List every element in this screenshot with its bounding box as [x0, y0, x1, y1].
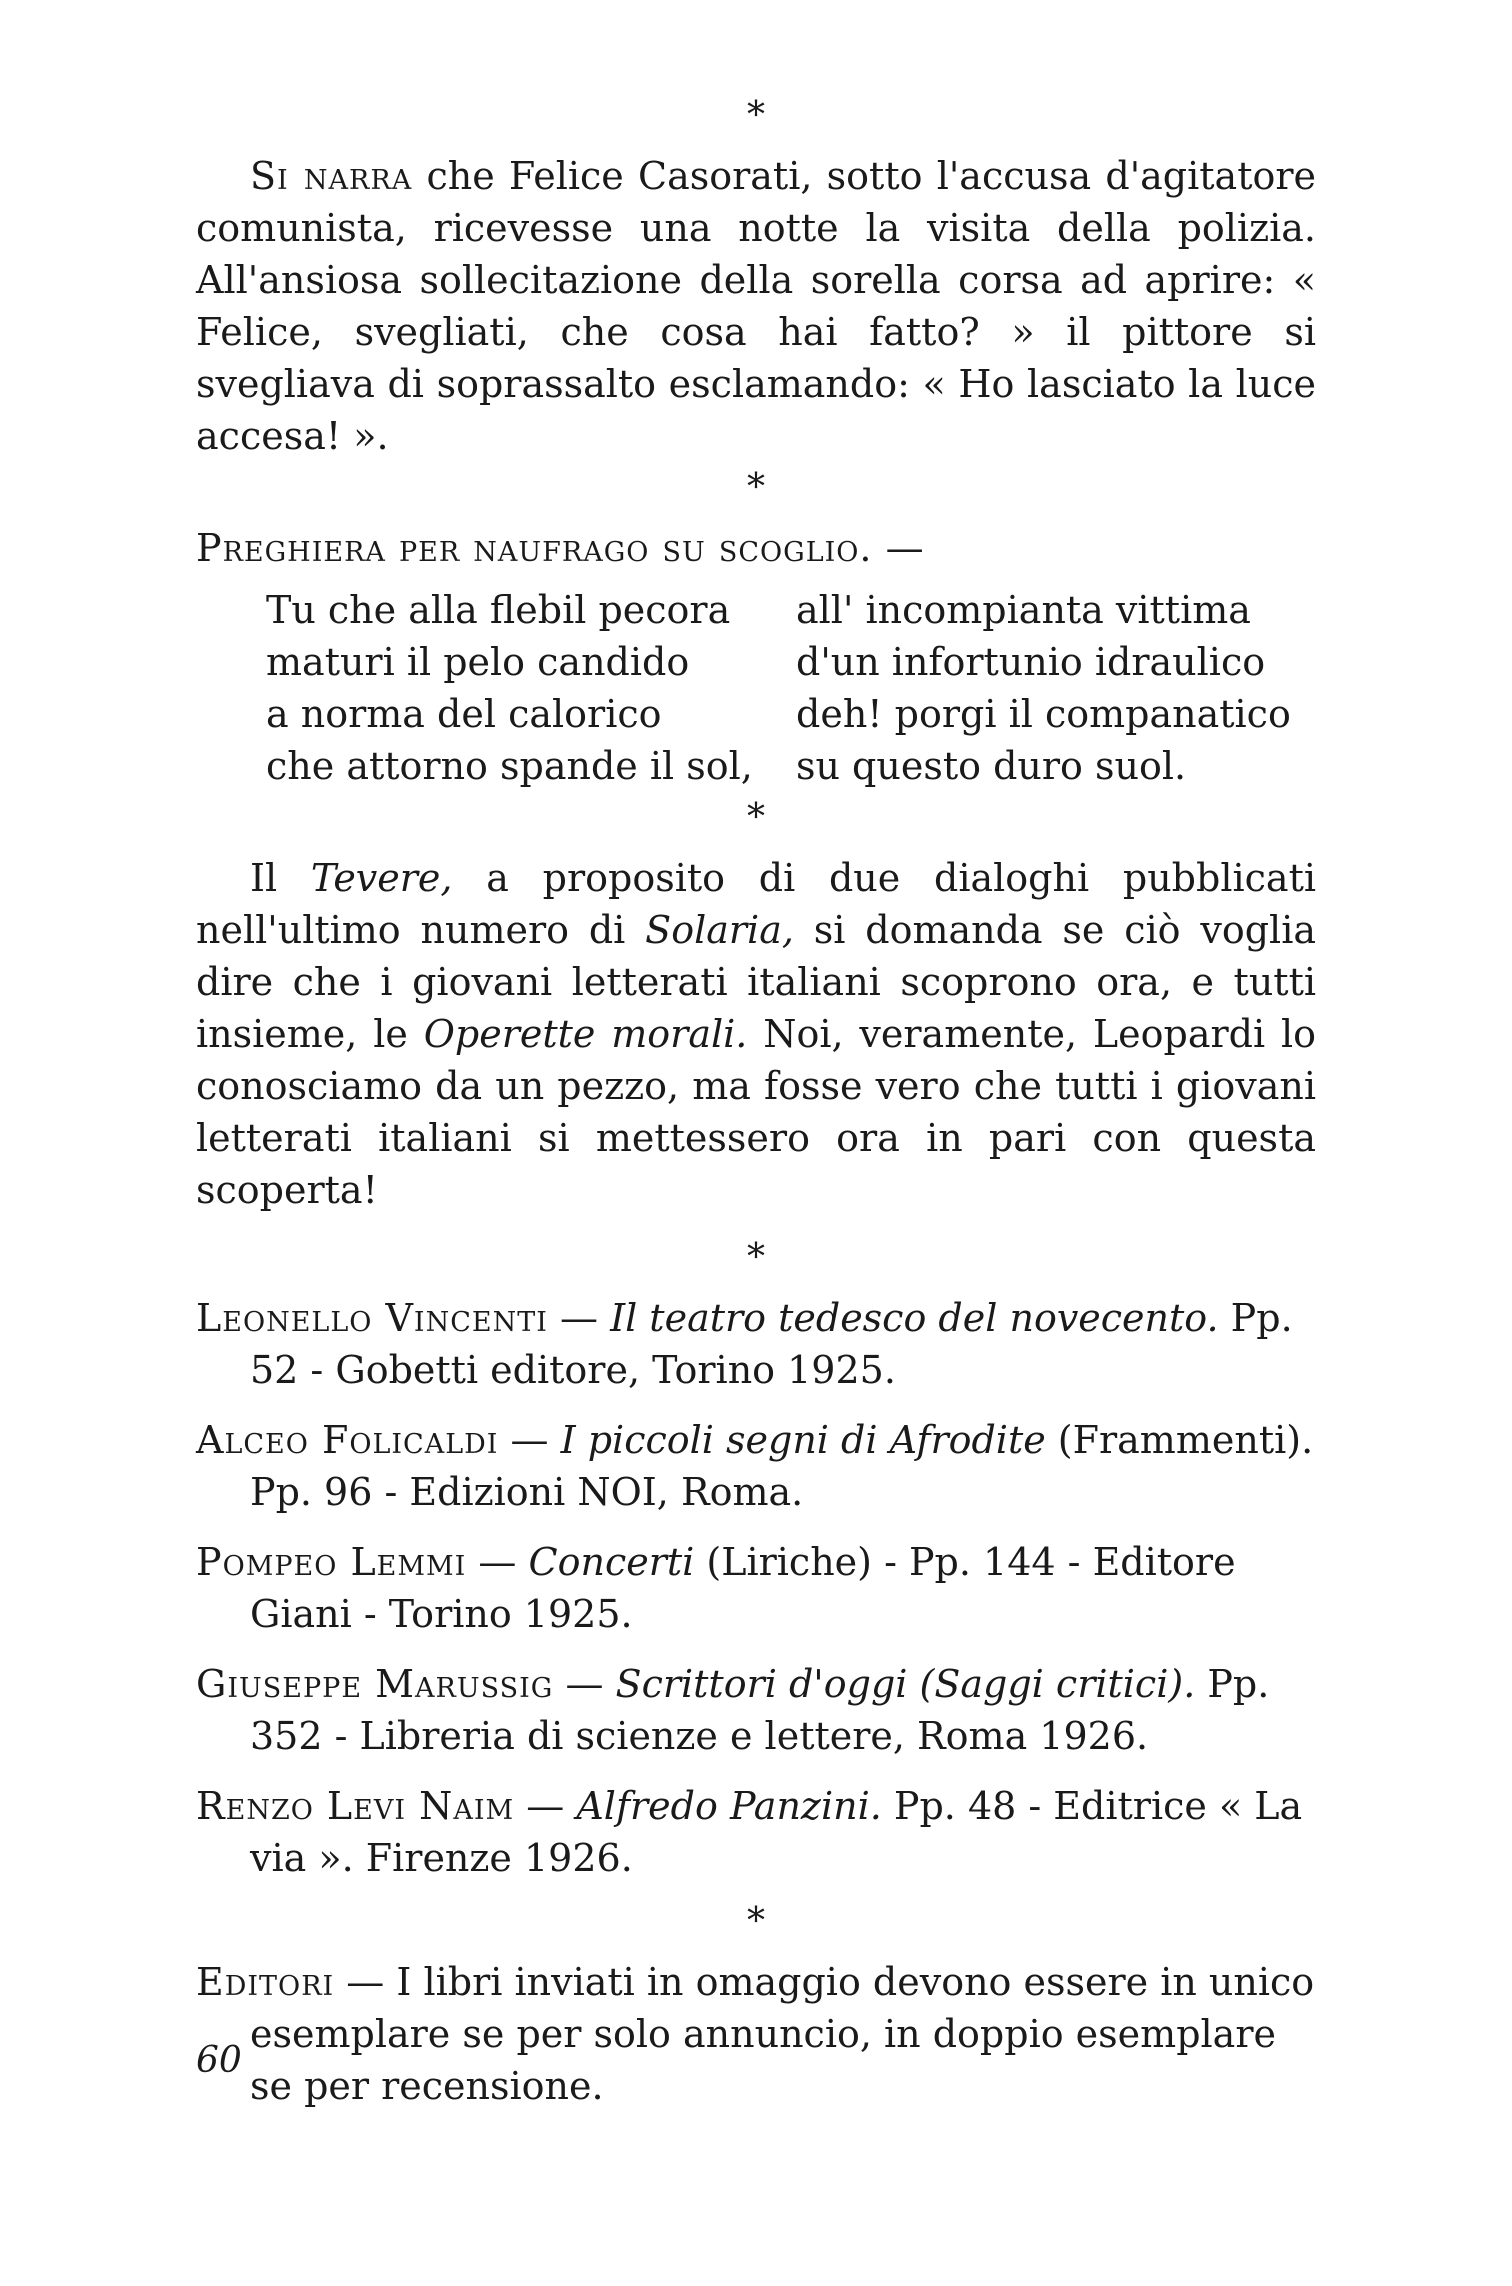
book-details: Pp. 352 - Libreria di scienze e lettere, Roma 1926. — [250, 1662, 1270, 1758]
book-title: Il teatro tedesco del novecento. — [610, 1296, 1219, 1340]
section-separator: * — [747, 797, 765, 838]
book-entry — [196, 1414, 1316, 1518]
poem-line: che attorno spande il sol, — [266, 744, 753, 788]
italic-run: Solaria, — [645, 908, 794, 952]
book-entry — [196, 1292, 1316, 1396]
book-title: Concerti — [528, 1540, 695, 1584]
poem-line: Tu che alla flebil pecora — [266, 588, 731, 632]
poem-line: deh! porgi il companatico — [796, 692, 1291, 736]
poem-line: su questo duro suol. — [796, 744, 1187, 788]
notice-text: — I libri inviati in omaggio devono essere in unico esemplare se per solo annuncio, in doppio esemplare se per recensione. — [250, 1960, 1315, 2108]
book-entry — [196, 1780, 1316, 1884]
italic-run: Operette morali. — [423, 1012, 748, 1056]
book-author: Renzo Levi Naim — [196, 1784, 515, 1828]
book-author: Alceo Folicaldi — [196, 1418, 499, 1462]
book-details: Pp. 48 - Editrice « La via ». Firenze 1926. — [250, 1784, 1303, 1880]
section-separator: * — [747, 1901, 765, 1942]
section-separator: * — [747, 1237, 765, 1278]
poem — [266, 584, 1316, 792]
text-run: Noi, veramente, Leopardi lo conosciamo da un pezzo, ma fosse vero che tutti i giovani letterati italiani si mettessero ora in pari con questa scoperta! — [196, 1012, 1316, 1212]
book-author: Leonello Vincenti — [196, 1296, 548, 1340]
separator: — — [514, 1784, 577, 1828]
book-details: Pp. 52 - Gobetti editore, Torino 1925. — [250, 1296, 1293, 1392]
poem-column-left — [266, 584, 786, 792]
separator: — — [547, 1296, 611, 1340]
section-separator: * — [747, 95, 765, 136]
book-entry — [196, 1536, 1316, 1640]
notice-lead: Editori — [196, 1960, 335, 2004]
paragraph-text: che Felice Casorati, sotto l'accusa d'agitatore comunista, ricevesse una notte la visita della polizia. All'ansiosa sollecitazione della sorella corsa ad aprire: « Felice, svegliati, che cosa hai fatto? » il pittore si svegliava di soprassalto esclamando: « Ho lasciato la luce accesa! ». — [196, 154, 1317, 458]
page-body — [196, 90, 1316, 2130]
poem-line: d'un infortunio idraulico — [796, 640, 1266, 684]
separator: — — [466, 1540, 529, 1584]
book-title: Alfredo Panzini. — [576, 1784, 882, 1828]
italic-run: Tevere, — [310, 856, 453, 900]
casorati-paragraph — [196, 150, 1316, 462]
tevere-paragraph — [196, 852, 1316, 1216]
book-author: Giuseppe Marussig — [196, 1662, 554, 1706]
poem-title: Preghiera per naufrago su scoglio. — — [196, 526, 925, 570]
text-run: Il — [250, 856, 311, 900]
page-number: 60 — [196, 2040, 242, 2081]
book-title: Scrittori d'oggi (Saggi critici). — [615, 1662, 1196, 1706]
book-list — [196, 1292, 1316, 1884]
separator: — — [553, 1662, 616, 1706]
book-author: Pompeo Lemmi — [196, 1540, 467, 1584]
book-details: (Frammenti). Pp. 96 - Edizioni NOI, Roma. — [250, 1418, 1314, 1514]
poem-line: all' incompianta vittima — [796, 588, 1251, 632]
editori-notice — [196, 1956, 1316, 2112]
poem-line: a norma del calorico — [266, 692, 662, 736]
book-details: (Liriche) - Pp. 144 - Editore Giani - Torino 1925. — [250, 1540, 1236, 1636]
text-run: a proposito di due dialoghi pubblicati nell'ultimo numero di — [196, 856, 1316, 952]
poem-column-right — [786, 584, 1316, 792]
separator: — — [498, 1418, 561, 1462]
paragraph-lead: Si narra — [250, 154, 413, 198]
poem-line: maturi il pelo candido — [266, 640, 690, 684]
section-separator: * — [747, 467, 765, 508]
text-run: si domanda se ciò voglia dire che i giovani letterati italiani scoprono ora, e tutti insieme, le — [196, 908, 1316, 1056]
book-entry — [196, 1658, 1316, 1762]
book-title: I piccoli segni di Afrodite — [560, 1418, 1046, 1462]
